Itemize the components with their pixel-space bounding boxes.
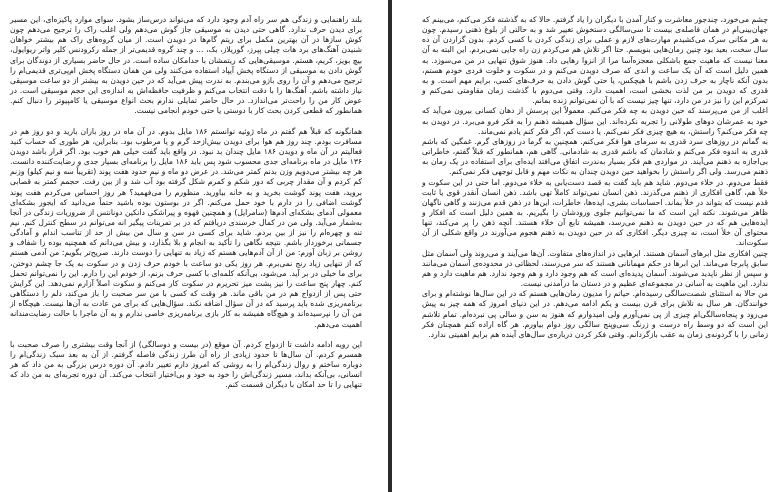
right-paragraph-1: چشم می‌خورد، چندجور معاشرت و کنار آمدن با دیگران را یاد گرفتم. حالا که به گذشته فکر می‌کنم، می‌بینم که جهان‌بینی‌ام در همان فاصله‌ی بیست تا سی‌سالگی دستخوش تغییر شد و به حالتی از بلوغ ذهنی رسیدم. چون به هر مکانی سرک می‌کشیدم مهارت‌های لازم و عملی برای زندگی کردن با کسی کردم. بدون گزاردن آن ده سال سخت، بعید بود چنین رمان‌هایی بنویسم. حتا اگر تلاش هم می‌کردم زن راه جایی نمی‌بردم. این البته به آن معنا نیست که ماهیت جمع باشکلی معجزه‌آسا مرا از انزوا رهایی داد. هنوز شوق تنهایی در من می‌سوزد. به همین دلیل است که آن یک ساعت و اندی که صرف دویدن می‌کنم و در سکوت و خلوت فردی خودم هستم، بدون آنکه ناچار به حرف زدن باشم با هیچکس، یا حتی گوش دادن به حرف‌های کسی، برایم مهم است. و به قدری که دویدن بر من لذت بخشی است، اهمیت دارد. وقتی می‌دوم با گذشت زمان مقاومتی نمی‌کنم و تمرکزم این را نیز در من دارد، تنها چیز نیست که با آن نمی‌توانم زنده بمانم. [422, 15, 768, 106]
right-paragraph-5: چنین افکاری مثل ابرهای آسمان هستند. ابرهایی در اندازه‌های متفاوت. آن‌ها می‌آیند و می‌روند ولی آسمان مثل سابق پابرجا می‌ماند. این ابرها در حکم مهمانانی هستند که سر می‌رسند، لحظاتی در محدوده‌ی آسمان می‌مانند و سپس از نظر ناپدید می‌شوند. آسمان پدیده‌ای است که هم وجود دارد و هم وجود ندارد. هم ماهیت دارد و هم ندارد. این ماهیت به آسانی در مجموعه‌ای عظیم و در دستان ما درآمدنی نیست. [422, 248, 768, 289]
page-gutter-divider [388, 0, 392, 492]
left-paragraph-3: این رویه ادامه داشت تا ازدواج کردم. آن موقع (در بیست و دوسالگی) از آنجا وقت بیشتری را صرف صحبت با همسرم کردم. آن سال‌ها تا حدود زیادی از راه آن طرز زندگی فاصله گرفتم. از آن به بعد سبک زندگی‌ام را دوباره ساختم و روال زندگی‌ام را به روشی که امروز دارم تغییر دادم. آن دوره درس بزرگی به من داد که هر انسانی، بی‌آنکه بداند، مسیر زندگی‌اش را خود به خود و بی‌اختیار انتخاب می‌کند. آن دوره تجربه‌ای به من داد که تنهایی را تا حد امکان با دیگران قسمت کنم. [10, 339, 362, 390]
right-page [404, 0, 780, 492]
left-paragraph-1: بلند راهنمایی و زندگی هم سر راه آدم وجود دارد که می‌تواند درس‌ساز بشود. سوای موارد پاکیزه‌ای، این مسیر برای دیدن حرف ندارد. گاهی حتی دیدن به موسیقی جاز گوش می‌دهم ولی اغلب راک را ترجیح می‌دهم چون کوش سازها در آن بهترین مکمل برای ریتم گام‌ها در دویدن است. از میان گروه‌های راک هم بیشتر خواهان شنیدن آهنگ‌های برد هات چیلی پپرز، گوریلاز، بک، ... و چند گروه قدیمی‌تر از جمله رکرودنس کلیر واتر ریوایول، بیچ بویز، کریم، هستم. موسیقی‌هایی که ریتمشان با حدامکان ساده است. در حال حاضر بسیاری از دوندگان برای گوش دادن به موسیقی از دستگاه پخش آیپاد استفاده می‌کنند ولی من همان دستگاه پخش ام‌پی‌تری قدیمی‌ام را ترجیح می‌دهم و آن را روی بازو می‌بندم. به ندرت پیش می‌آید که در حین دویدن به بیشتر از دو ساعت موسیقی نیاز داشته باشم. آهنگ‌ها را با دقت انتخاب می‌کنم و ظرفیت حافظه‌اش به اندازه‌ی این حجم موسیقی است. در عوض کار من را راحت‌تر می‌اندازد. در حال حاضر تمایلی ندارم بحث انواع موسیقی یا کامپیوتر را دنبال کنم. همانطور که قطعی کردن بحث کار با دوستی یا حتی خودم انجامی نیست. [10, 15, 362, 116]
right-paragraph-2: اغلب از من می‌پرسند که حین دویدن به چه فکر می‌کنم. معمولاً این پرسش از دهان کسانی بیرون می‌آید که خود به عمرشان دوهای طولانی را تجربه نکرده‌اند. این سؤال همیشه ذهنم را به فکر فرو می‌برد. در دویدن به چه فکر می‌کنم؟ راستش، به هیچ چیزی فکر نمی‌کنم. یا دست کم، اگر فکر کنم یادم نمی‌ماند. [422, 106, 768, 136]
right-paragraph-6: من حالا به استثنای شصت‌سالگی رسیده‌ام. حیاتم را مدیون رمان‌هایی هستم که در این سال‌ها نوشته‌ام و برای خوانندگان. هر سال به تلاش برای قرن بیست و یکم ادامه می‌دهم. در این دنیای امروز که همه چیز به پیش می‌رود و پنجاه‌سالگی‌ام چیزی از پی نمی‌آورم ولی امیدوارم که هنوز به سن و سالی پی نبرده‌ام. تمام تلاشم این است که دو وسط راه درست و زرنگ سی‌وپنج سالگی روز دوام بیاورم. هر گاه اراده کنم همچنان فکر زمانی را با گردونه‌ی زمان به عقب بازگردانم. وقتی فکر کردن درباره‌ی سال‌های آینده هم برایم اهمیتی ندارد. [422, 289, 768, 339]
right-paragraph-3: به گمانم در روزهای سرد قدری به سرمای هوا فکر می‌کنم. همچنین به گرما در روزهای گرم. غمگین که باشم قدری به اندوه فکر می‌کنم و شادمان که باشم قدری به شادمانی. گاهی هم، همانطور که قبلاً گفتم، خاطراتی بی‌اجازه به ذهنم می‌آیند. در مواردی هم فکر بسیار به‌ندرت اتفاق می‌افتد ایده‌ای برای استفاده در یک رمان به ذهنم می‌رسد. ولی اگر راستش را بخواهید حین دویدن چندان به نکات مهم و قابل توجهی فکر نمی‌کنم. [422, 136, 768, 177]
left-paragraph-2: همانگونه که قبلاً هم گفتم در ماه ژوئیه توانستم ۱۸۶ مایل بدوم. در آن ماه در روز باران بارید و دو روز هم در مسافرت بودم. چند روز هم هوا برای دویدن بیش‌ازحد گرم و یا مرطوب بود. بنابراین، هر طوری که حساب کنید فعالیتم در آن ماه و دویدن ۱۸۶ مایل چندان بد نبود. در واقع باید گفت خیلی هم خوب بود. اگر قرار باشد دویدن ۱۳۶ مایل در ماه برنامه‌ای جدی محسوب شود پس باید ۱۸۶ مایل را برنامه‌ای بسیار جدی و رضایت‌کننده دانست. هر چه بیشتر می‌دویم وزن بدنم کمتر می‌شد. در عرض دو ماه و نیم حدود هفت پوند (تقریباً سه و نیم کیلو) وزنم کم کردم و آن مقدار چربی که دور شکم و کمرم شکل گرفته بود آب شد و از بین رفت. حجمم کمتر به قصابی بروید، هفت پوند گوشت بخرید و به خانه بیاورید. منظورم را می‌فهمید؟ هر روز احساس می‌کردم هفت پوند گوشت اضافی را در دارم با خود حمل می‌کنم. اگر در بوستون بوده باشید حتماً می‌دانید که ایجور بشکه‌ای معمولی آدمای بشکه‌ای آدم‌ها (سامرایل) و همچنین قهوه و پیراشکی دانکین دونانتس از ضروریات زندگی در آنجا به‌شمار می‌آید. ولی من در کمال خرسندی دریافتم که در بر تمرینات پیگیر انه می‌توانم در سطح کنترل کنم. نیم تنه و چهره‌ام را نیز از بین بردم. شاید برای کسی در سن و سال من بیش از حد از تناسب اندام و آمادگی جسمانی برخوردار باشم. نتیجه نگاهی را تأکید به انجام و بلا بگذارد، و بیش می‌دانم که همچنیه بوده را شفاف و روشن بر زبان آورم: من از آن آدم‌هایی هستم که زیاد به تنهایی را دوست دارند. صریح‌تر بگویم: من آدمی هستم که از تنهایی زیاد رنج نمی‌برم. هر روز یکی دو ساعت با خودم حرف زدن و در سکوت به یک جا چشم دوختن، برای ما خیلی در بر آید. می‌شود، بی‌آنکه کلمه‌ای با کسی حرف بزنم، از خودم این را دارم. این را نمی‌توانم تحمل کنم. چهار پنج ساعت را نیز پشت میز تحریرم در سکوت کار می‌کنم و سکوت اصلاً آزارم نمی‌دهد. این گرایش حتی پس از ازدواج هم در من باقی ماند. هر وقت که کسی با من سر صحبت را باز می‌کند، دلم را دستگاهی برنامه‌ریزی شده باید پرسید که در آن سؤال اضافه نکند. سؤال‌هایی که برای من عادت به آن‌ها نیست. هیچگاه از من آن را نپرسیده‌اند و هیچ‌گاه همیشه به کار بازی برنامه‌ریزی خاصی ندارم و به آن ماجرا با حالت رضایت‌مندانه اهمیت می‌دهم. [10, 126, 363, 329]
right-paragraph-4: فقط می‌دوم. در خلاء می‌دوم. شاید هم باید گفت به قصد دست‌یابی به خلاء می‌دوم. اما حتی در این سکوت و خلأ هم، گاهی افکاری از ذهنم می‌گذرند. ذهن انسان نمی‌تواند کاملاً تهی باشد. ذهن انسان آنقدر قوی یا ثابت قدم نیست که بتواند در خلأ بماند. احساسات بشری، ایده‌ها، خاطرات، این‌ها در ذهن قدم می‌زنند و گاهی ناگهان ظاهر می‌شوند. نکته این است که ما نمی‌توانیم جلوی ورودشان را بگیریم. به همین دلیل است که افکار و ایده‌هایی هم که در حین دویدن به ذهنم می‌رسد، همیشه تابع آن خلاء هستند. آنچه ذهن را پر می‌کند، تنها محتوای آن خلأ است، نه چیزی دیگر. افکاری که در حین دویدن به ذهنم هجوم می‌آورند در واقع شکلی از آن سکوت‌اند. [421, 177, 768, 248]
left-page [0, 0, 376, 492]
